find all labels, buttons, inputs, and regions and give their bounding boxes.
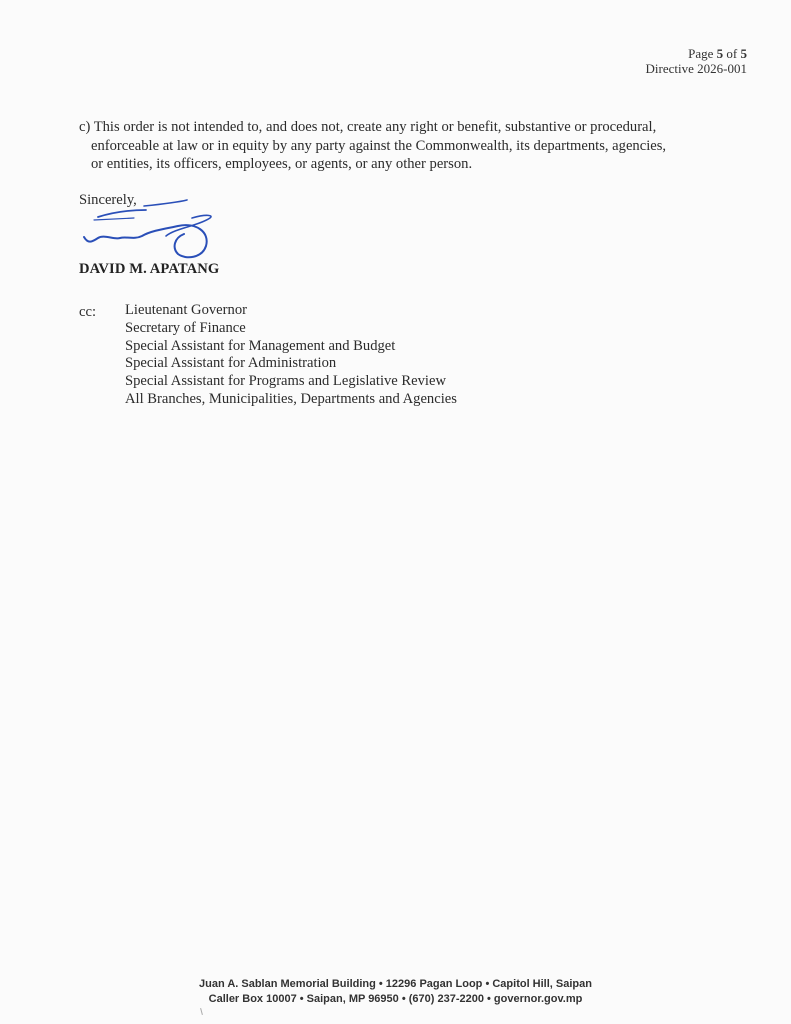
cc-recipient-list [125, 302, 457, 409]
cc-recipient: Secretary of Finance [125, 319, 246, 336]
signature-stroke-top [144, 200, 187, 206]
page-total: 5 [740, 46, 747, 61]
cc-recipient: Special Assistant for Programs and Legislative Review [125, 373, 446, 390]
letterhead-footer [0, 977, 791, 1007]
body-paragraph [79, 118, 719, 174]
cc-label: cc: [79, 304, 97, 320]
signature-stroke-bar [98, 210, 146, 217]
page-number [646, 46, 747, 61]
cc-recipient: All Branches, Municipalities, Departments and Agencies [125, 390, 457, 407]
page-current: 5 [716, 46, 724, 61]
footer-address-line: Juan A. Sablan Memorial Building • 12296 Pagan Loop • Capitol Hill, Saipan [199, 978, 592, 990]
cc-recipient: Special Assistant for Administration [125, 355, 337, 372]
signature-stroke-dash [94, 218, 134, 220]
page-of: of [726, 46, 738, 61]
body-line-3: or entities, its officers, employees, or agents, or any other person. [91, 156, 473, 172]
body-line-1: c) This order is not intended to, and does not, create any right or benefit, substantive or procedural, [79, 119, 657, 135]
cc-recipient: Special Assistant for Management and Budget [125, 337, 396, 354]
page-header [646, 46, 747, 76]
directive-number: Directive 2026-001 [645, 61, 747, 76]
scan-mark [200, 1008, 203, 1015]
body-line-2: enforceable at law or in equity by any party against the Commonwealth, its departments, agencies, [91, 137, 667, 154]
cc-recipient: Lieutenant Governor [125, 302, 247, 318]
signer-name: DAVID M. APATANG [79, 261, 220, 277]
closing-salutation: Sincerely, [79, 192, 137, 208]
page-word: Page [688, 46, 714, 61]
signature-image [74, 192, 234, 272]
footer-contact-line: Caller Box 10007 • Saipan, MP 96950 • (670) 237-2200 • governor.gov.mp [208, 993, 583, 1005]
signature-stroke-main [84, 225, 207, 257]
